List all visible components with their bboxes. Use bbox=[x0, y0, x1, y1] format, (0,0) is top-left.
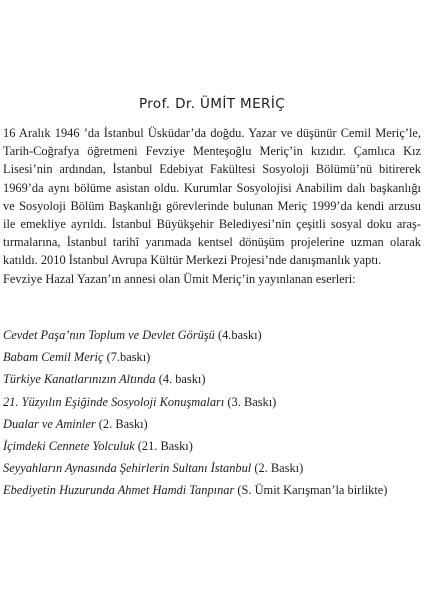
work-title: İçimdeki Cennete Yolculuk bbox=[3, 438, 135, 453]
biography-line: tırmalarına, İstanbul tarihî yarımada kentsel dönüşüm projelerine uzman olarak bbox=[3, 235, 421, 250]
work-title: Cevdet Paşa’nın Toplum ve Devlet Görüşü bbox=[3, 328, 215, 342]
work-edition-note: (7.baskı) bbox=[103, 350, 151, 365]
work-title: Babam Cemil Meriç bbox=[3, 350, 104, 365]
work-item bbox=[3, 479, 421, 501]
work-item bbox=[3, 368, 421, 390]
work-title: Seyyahların Aynasında Şehirlerin Sultanı İstanbul bbox=[3, 461, 252, 476]
biography-paragraph bbox=[3, 124, 421, 288]
work-item bbox=[3, 324, 421, 346]
biography-line: katıldı. 2010 İstanbul Avrupa Kültür Merkezi Projesi’nde danışmanlık yaptı. bbox=[3, 253, 382, 268]
work-edition-note: (4.baskı) bbox=[214, 328, 262, 342]
work-item bbox=[3, 457, 421, 479]
biography-line: 16 Aralık 1946 ’da İstanbul Üsküdar’da doğdu. Yazar ve düşünür Cemil Meriç’le, bbox=[3, 126, 421, 140]
work-edition-note: (21. Baskı) bbox=[134, 438, 193, 453]
biography-line: ve Sosyoloji Bölüm Başkanlığı görevlerinde bulunan Meriç 1999’da kendi arzusu bbox=[3, 198, 421, 213]
work-edition-note: (3. Baskı) bbox=[224, 394, 277, 409]
work-item bbox=[3, 435, 421, 457]
work-item bbox=[3, 346, 421, 368]
work-title: Türkiye Kanatlarınızın Altında bbox=[3, 372, 156, 387]
work-title: Dualar ve Aminler bbox=[3, 416, 96, 431]
work-item bbox=[3, 413, 421, 435]
biography-line: Fevziye Hazal Yazan’ın annesi olan Ümit Meriç’in yayınlanan eserleri: bbox=[3, 271, 356, 286]
work-title: 21. Yüzyılın Eşiğinde Sosyoloji Konuşmaları bbox=[3, 394, 225, 409]
biography-line: 1969’da aynı bölüme asistan oldu. Kurumlar Sosyolojisi Anabilim dalı başkanlığı bbox=[3, 180, 421, 195]
works-list bbox=[3, 324, 421, 502]
biography-line: Lisesi’nin ardından, İstanbul Edebiyat Fakültesi Sosyoloji Bölümü’nü bitirerek bbox=[3, 162, 421, 177]
work-edition-note: (S. Ümit Karışman’la birlikte) bbox=[234, 483, 388, 498]
work-edition-note: (4. baskı) bbox=[155, 372, 206, 387]
work-title: Ebediyetin Huzurunda Ahmet Hamdi Tanpınar bbox=[3, 483, 235, 498]
author-name-heading: Prof. Dr. ÜMİT MERİÇ bbox=[138, 96, 286, 112]
work-item bbox=[3, 391, 421, 413]
biography-line: ile emekliye ayrıldı. İstanbul Büyükşehir Belediyesi’nin çeşitli sosyal doku araş- bbox=[3, 216, 421, 231]
biography-line: Tarih-Coğrafya öğretmeni Fevziye Menteşoğlu Meriç’in kızıdır. Çamlıca Kız bbox=[3, 144, 421, 159]
work-edition-note: (2. Baskı) bbox=[95, 416, 148, 431]
work-edition-note: (2. Baskı) bbox=[251, 461, 304, 476]
